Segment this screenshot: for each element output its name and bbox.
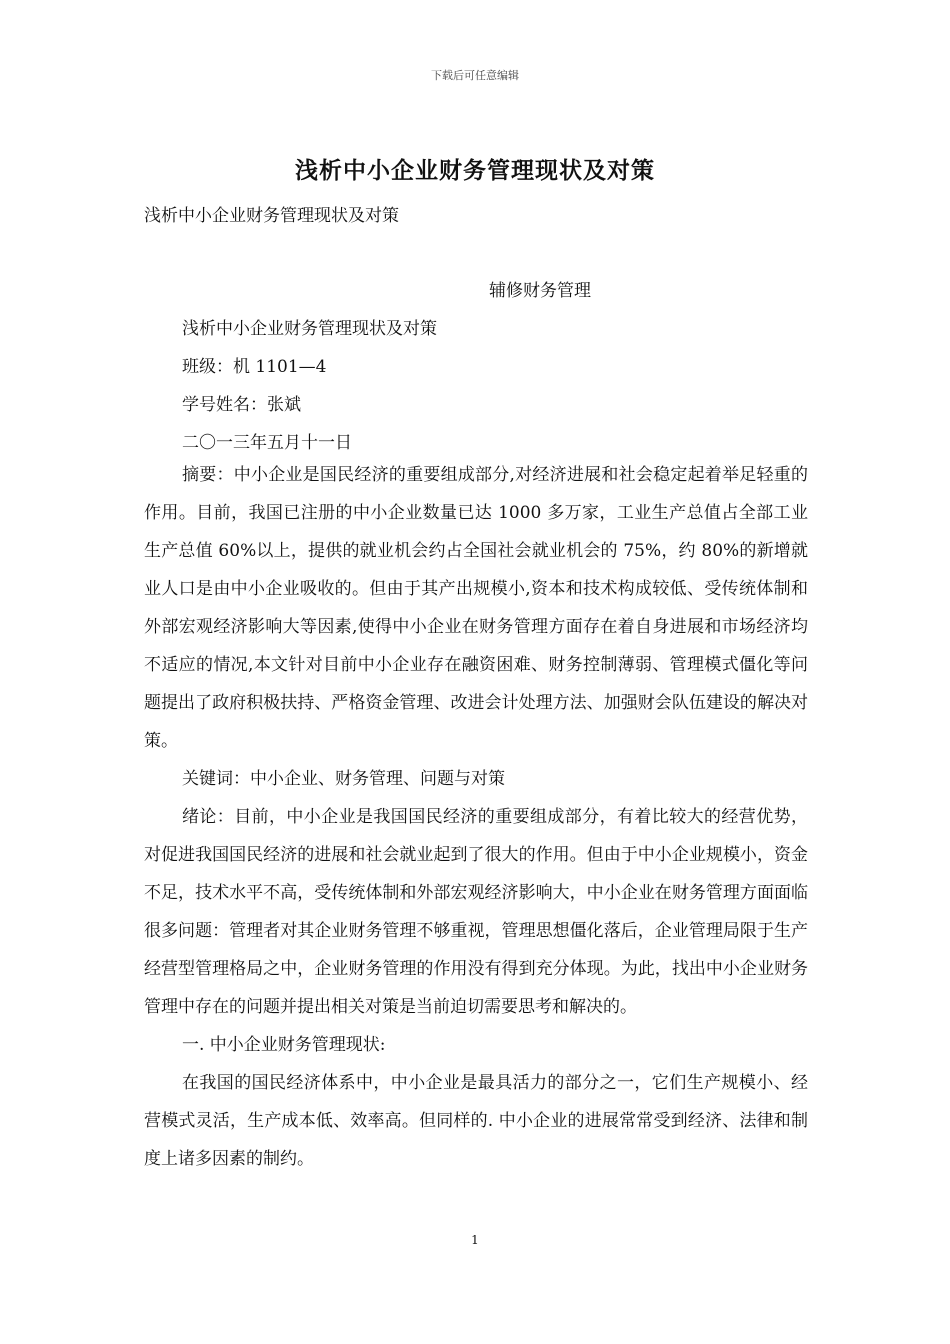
abstract-paragraph: 摘要：中小企业是国民经济的重要组成部分,对经济进展和社会稳定起着举足轻重的作用。目前，我国已注册的中小企业数量已达 1000 多万家，工业生产总值占全部工业生产总值 60%以上，提供的就业机会约占全国社会就业机会的 75%，约 80%的新增就业人口是由中小企业吸收的。但由于其产出规模小,资本和技术构成较低、受传统体制和外部宏观经济影响大等因素,使得中小企业在财务管理方面存在着自身进展和市场经济均不适应的情况,本文针对目前中小企业存在融资困难、财务控制薄弱、管理模式僵化等问题提出了政府积极扶持、严格资金管理、改进会计处理方法、加强财会队伍建设的解决对策。	[144, 465, 808, 751]
intro-paragraph: 绪论：目前，中小企业是我国国民经济的重要组成部分，有着比较大的经营优势，对促进我国国民经济的进展和社会就业起到了很大的作用。但由于中小企业规模小，资金不足，技术水平不高，受传统体制和外部宏观经济影响大，中小企业在财务管理方面面临很多问题：管理者对其企业财务管理不够重视，管理思想僵化落后，企业管理局限于生产经营型管理格局之中，企业财务管理的作用没有得到充分体现。为此，找出中小企业财务管理中存在的问题并提出相关对策是当前迫切需要思考和解决的。	[144, 807, 808, 1017]
info-date: 二〇一三年五月十一日	[182, 433, 352, 453]
course-name: 辅修财务管理	[489, 281, 591, 301]
document-body	[144, 456, 808, 1178]
page-number: 1	[471, 1233, 479, 1247]
subtitle: 浅析中小企业财务管理现状及对策	[144, 206, 399, 226]
keywords-paragraph: 关键词：中小企业、财务管理、问题与对策	[182, 769, 505, 789]
section1-paragraph: 在我国的国民经济体系中，中小企业是最具活力的部分之一，它们生产规模小、经营模式灵活，生产成本低、效率高。但同样的. 中小企业的进展常常受到经济、法律和制度上诸多因素的制约。	[144, 1073, 808, 1169]
info-class: 班级：机 1101—4	[182, 357, 327, 377]
info-title: 浅析中小企业财务管理现状及对策	[182, 319, 437, 339]
document-title: 浅析中小企业财务管理现状及对策	[295, 158, 655, 184]
section1-heading: 一. 中小企业财务管理现状:	[182, 1035, 386, 1055]
info-student: 学号姓名：张斌	[182, 395, 301, 415]
page-header: 下载后可任意编辑	[431, 69, 519, 82]
